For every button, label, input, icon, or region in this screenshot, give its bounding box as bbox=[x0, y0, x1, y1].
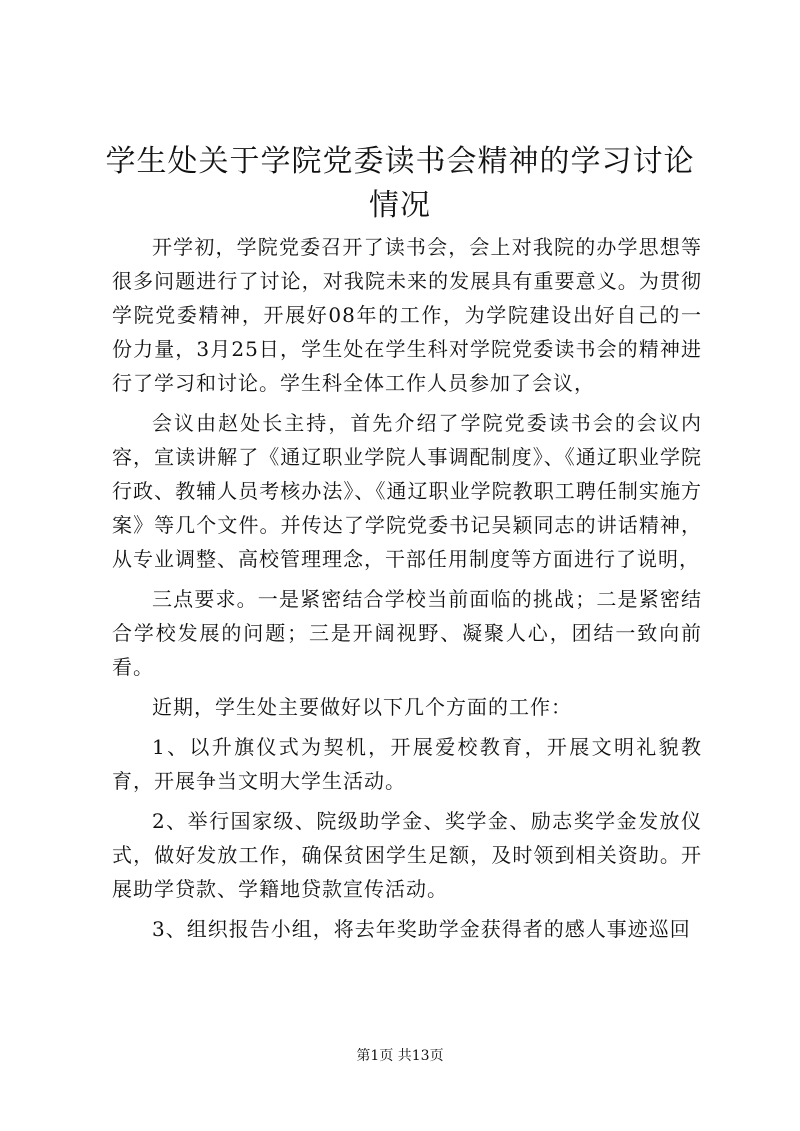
paragraph: 近期，学生处主要做好以下几个方面的工作： bbox=[152, 695, 572, 719]
paragraph: 3、组织报告小组，将去年奖助学金获得者的感人事迹巡回 bbox=[152, 917, 691, 941]
paragraph: 三点要求。一是紧密结合学校当前面临的挑战；二是紧密结合学校发展的问题；三是开阔视野、凝聚人心，团结一致向前看。 bbox=[112, 587, 702, 679]
page-footer: 第1页 共13页 bbox=[356, 1048, 444, 1064]
paragraph: 开学初，学院党委召开了读书会，会上对我院的办学思想等很多问题进行了讨论，对我院未来的发展具有重要意义。为贯彻学院党委精神，开展好08年的工作，为学院建设出好自己的一份力量，3月25日，学生处在学生科对学院党委读书会的精神进行了学习和讨论。学生科全体工作人员参加了会议， bbox=[112, 235, 702, 395]
paragraph: 会议由赵处长主持，首先介绍了学院党委读书会的会议内容，宣读讲解了《通辽职业学院人事调配制度》、《通辽职业学院行政、教辅人员考核办法》、《通辽职业学院教职工聘任制实施方案》等几个文件。并传达了学院党委书记吴颖同志的讲话精神，从专业调整、高校管理理念，干部任用制度等方面进行了说明， bbox=[112, 411, 702, 571]
document-title: 学生处关于学院党委读书会精神的学习讨论情况 bbox=[105, 144, 695, 223]
document-body bbox=[112, 230, 702, 952]
paragraph: 2、举行国家级、院级助学金、奖学金、励志奖学金发放仪式，做好发放工作，确保贫困学生足额，及时领到相关资助。开展助学贷款、学籍地贷款宣传活动。 bbox=[112, 809, 702, 901]
paragraph: 1、以升旗仪式为契机，开展爱校教育，开展文明礼貌教育，开展争当文明大学生活动。 bbox=[112, 735, 702, 793]
